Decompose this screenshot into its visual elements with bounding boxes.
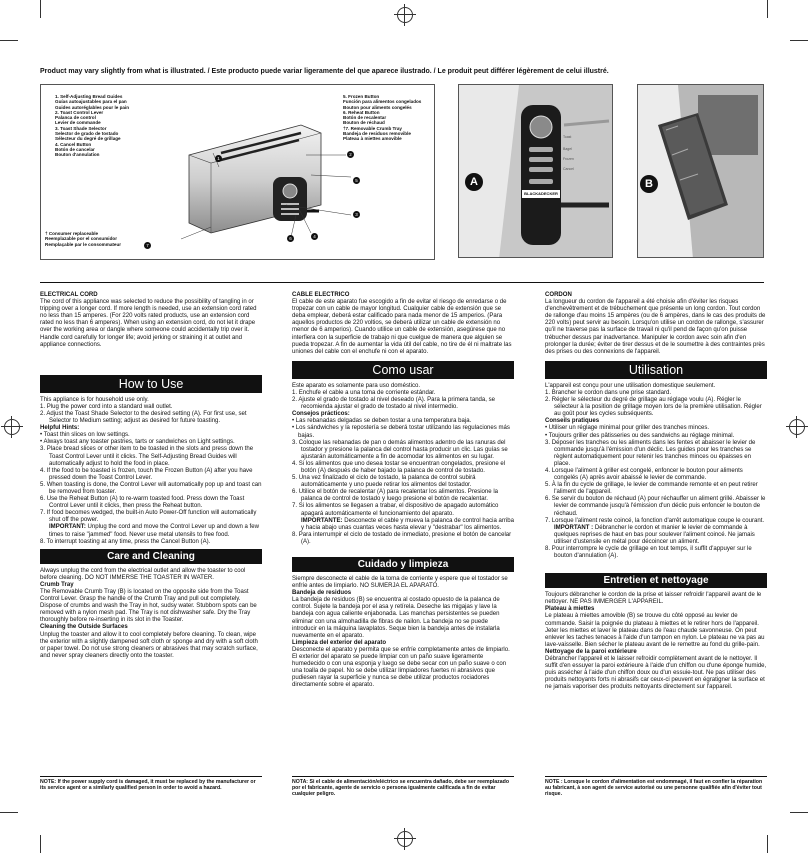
footnote-line: Reemplazable por el consumidor xyxy=(45,236,117,242)
part-label: Plateau à miettes amovible xyxy=(343,136,402,142)
part-label: 6. Reheat Button xyxy=(343,109,380,115)
step-item: 2. Adjust the Toast Shade Selector to the desired setting (A). For first use, set Selector to Medium setting; adjust as desired for future toasting. xyxy=(40,410,247,425)
outside-text: Desconecte el aparato y permita que se enfríe completamente antes de limpiarlo. El exterior del aparato se puede limpiar con un paño suave ligeramente humedecido o con una esponja y luego se debe secar con un paño suave o con una toalla de papel. No se debe utilizar limpiadores fuertes ni abrasivos que pudiesen rayar la superficie y nunca se debe utilizar productos rociadores directamente sobre el aparato. xyxy=(292,646,510,689)
callout-5: 5 xyxy=(353,177,360,184)
registration-mark xyxy=(397,7,413,23)
how-to-use-banner: How to Use xyxy=(40,375,262,393)
part-label: 1. Self-Adjusting Bread Guides xyxy=(55,94,123,99)
step-item: 1. Brancher le cordon dans une prise standard. xyxy=(545,389,672,396)
part-label: 2. Toast Control Lever xyxy=(55,109,104,115)
care-banner: Entretien et nettoyage xyxy=(545,573,767,588)
care-intro: Siempre desconecte el cable de la toma de corriente y espere que el tostador se enfríe antes de limpiarlo. NO SUMERJA EL APARATO. xyxy=(292,576,508,590)
hint-item: • Toast thin slices on low settings. xyxy=(40,432,130,439)
care-intro: Always unplug the cord from the electrical outlet and allow the toaster to cool before cleaning. DO NOT IMMERSE THE TOASTER IN WATER. xyxy=(40,567,246,581)
callout-1: 1 xyxy=(215,155,222,162)
hint-item: • Always toast any toaster pastries, tarts or sandwiches on Light settings. xyxy=(40,439,235,446)
photo-a xyxy=(458,84,613,258)
step-item: 5. Una vez finalizado el ciclo de tostado, la palanca de control subirá automáticamente y uno puede retirar los alimentos del tostador. xyxy=(292,475,476,489)
step-item: 7. Si los alimentos se llegasen a trabar, el dispositivo de apagado automático apagará automáticamente el funcionamiento del aparato. xyxy=(292,503,499,517)
hints-heading: Consejos prácticos: xyxy=(292,411,350,418)
cord-text: La longueur du cordon de l'appareil a été choisie afin d'éviter les risques d'enchevêtrement et de trébuchement que présente un long cordon. Tout cordon de rallonge d'au moins 15 ampères (ou de 6 ampères, dans le cas des produits de 220 volts) peut servir au besoin. Lorsqu'on utilise un cordon de rallonge, s'assurer qu'il ne traverse pas la surface de travail ni qu'il pend de façon qu'on puisse trébucher dessus par inadvertance. Manipuler le cordon avec soin afin d'en prolonger la durée; éviter de tirer dessus et de le soumettre à des contraintes près des prises ou des connexions de l'appareil. xyxy=(545,299,766,355)
step-item: 2. Régler le sélecteur du degré de grillage au réglage voulu (A). Régler le sélecteur à la position de grillage moyen lors de la première utilisation. Régler au goût pour les cycles subséquents. xyxy=(545,397,762,418)
step-item: 1. Plug the power cord into a standard wall outlet. xyxy=(40,403,173,410)
part-label: Guides autoréglables pour le pain xyxy=(55,104,130,110)
important-label: IMPORTANT: xyxy=(49,524,86,531)
crop-mark xyxy=(767,0,768,18)
how-to-use-banner: Como usar xyxy=(292,361,514,379)
crumb-heading: Plateau à miettes xyxy=(545,606,595,613)
hint-item: • Utiliser un réglage minimal pour griller des tranches minces. xyxy=(545,425,710,432)
step-item: 4. Si los alimentos que uno desea tostar se encuentran congelados, presione el botón (A) después de haber bajado la palanca de control de tostado. xyxy=(292,460,506,474)
step-item: 6. Se servir du bouton de réchaud (A) pour réchauffer un aliment grillé. Abaisser le levier de commande jusqu'à l'émission d'un déclic puis enfoncer le bouton de réchaud. xyxy=(545,496,766,517)
step-item: 8. Para interrumpir el ciclo de tostado de inmediato, presione el botón de cancelar (A). xyxy=(292,531,512,545)
step-item: 3. Place bread slices or other item to be toasted in the slots and press down the Toast Control Lever until it clicks. The Self-Adjusting Bread Guides will automatically adjust to hold the food in place. xyxy=(40,446,254,467)
dial-label: Cancel xyxy=(563,167,574,171)
intro-text: This appliance is for household use only. xyxy=(40,396,149,403)
dial-label: Bagel xyxy=(563,147,572,151)
step-item: 6. Utilice el botón de recalentar (A) para recalentar los alimentos. Presione la palanca de control de tostado y luego presione el botón de recalentar. xyxy=(292,489,499,503)
french-note: NOTE : Lorsque le cordon d'alimentation est endommagé, il faut en confier la réparation au fabricant, à son agent de service autorisé ou une personne qualifiée afin d'éviter tout risque. xyxy=(545,776,767,798)
crop-mark xyxy=(790,812,808,813)
callout-3: 3 xyxy=(353,211,360,218)
control-panel-photo xyxy=(459,85,613,258)
hints-heading: Conseils pratiques xyxy=(545,418,600,425)
important-note xyxy=(40,524,262,538)
part-label: Selector de grado de tostado xyxy=(55,131,119,137)
outside-heading: Nettoyage de la paroi extérieure xyxy=(545,648,637,655)
part-label: 4. Cancel Button xyxy=(55,141,92,147)
callout-7: 7 xyxy=(144,242,151,249)
part-label: Botón de recalentar xyxy=(343,115,387,121)
hint-item: • Toujours griller des pâtisseries ou des sandwichs au réglage minimal. xyxy=(545,432,735,439)
care-banner: Cuidado y limpieza xyxy=(292,557,514,572)
important-label: IMPORTANT : xyxy=(554,524,594,531)
step-item: 7. If food becomes wedged, the built-in Auto Power-Off function will automatically shut off the power. xyxy=(40,510,257,524)
footnote-line: † Consumer replaceable xyxy=(45,231,99,236)
part-label: Levier de commande xyxy=(55,120,101,126)
registration-mark xyxy=(789,419,805,435)
step-item: 8. To interrupt toasting at any time, press the Cancel Button (A). xyxy=(40,538,211,545)
crumb-text: Le plateau à miettes amovible (B) se trouve du côté opposé au levier de commande. Saisir la poignée du plateau à miettes et le retirer hors de l'appareil. Jeter les miettes et laver le plateau dans de l'eau chaude savonneuse. On peut enlever les taches tenaces à l'aide d'un tampon en nylon. Le plateau ne va pas au lave-vaisselle. Bien sécher le plateau avant de le remettre au fond du grille-pain. xyxy=(545,613,765,648)
step-item: 4. Lorsque l'aliment à griller est congelé, enfoncer le bouton pour aliments congelés (A) après avoir abaissé le levier de commande. xyxy=(545,467,743,482)
outside-heading: Limpieza del exterior del aparato xyxy=(292,639,387,646)
outside-text: Unplug the toaster and allow it to cool completely before cleaning. To clean, wipe the exterior with a slightly dampened soft cloth or sponge and dry with a soft cloth or paper towel. Do not use strong cleaners or abrasives that may scratch surface, and never spray cleaners directly onto the toaster. xyxy=(40,631,258,659)
part-label: Función para alimentos congelados xyxy=(343,99,422,105)
spanish-column xyxy=(292,292,514,690)
callout-2: 2 xyxy=(347,151,354,158)
crumb-tray-photo xyxy=(638,85,764,258)
footnote-line: Remplaçable par le consommateur xyxy=(45,241,122,247)
important-text: Unplug the cord and move the Control Lever up and down a few times to raise "jammed" food. Never use metal utensils to free food. xyxy=(49,524,259,538)
part-label: Guías autoajustables para el pan xyxy=(55,99,127,105)
step-item: 6. Use the Reheat Button (A) to re-warm toasted food. Press down the Toast Control Lever until it clicks, then press the Reheat button. xyxy=(40,496,245,510)
step-item: 7. Lorsque l'aliment reste coincé, la fonction d'arrêt automatique coupe le courant. xyxy=(545,517,765,524)
how-to-use-banner: Utilisation xyxy=(545,361,767,379)
care-intro: Toujours débrancher le cordon de la prise et laisser refroidir l'appareil avant de le nettoyer. NE PAS IMMERGER L'APPAREIL. xyxy=(545,592,762,606)
step-item: 8. Pour interrompre le cycle de grillage en tout temps, il suffit d'appuyer sur le bouton d'annulation (A). xyxy=(545,546,752,560)
parts-diagram xyxy=(40,84,435,260)
care-banner: Care and Cleaning xyxy=(40,549,262,564)
step-item: 1. Enchufe el cable a una toma de corriente estándar. xyxy=(292,389,436,396)
photo-b-badge: B xyxy=(640,175,658,193)
important-note xyxy=(545,525,767,546)
section-divider xyxy=(40,282,764,283)
callout-4: 4 xyxy=(311,233,318,240)
brand-logo: BLACK&DECKER xyxy=(524,191,558,196)
cord-text: The cord of this appliance was selected to reduce the possibility of tangling in or tripping over a longer cord. If more length is needed, use an extension cord rated no less than 15 amperes. (For 220 volts rated products, use an extension cord rated no less than 6 amperes). When using an extension cord, do not let it drape over the working area or dangle where someone could accidentally trip over it. Handle cord carefully for longer life; avoid jerking or straining it at outlet and appliance connections. xyxy=(40,299,257,348)
important-text: Desconecte el cable y mueva la palanca de control hacia arriba y hacia abajo unas cuantas veces hasta elevar y "destrabar" los alimentos. xyxy=(301,517,514,531)
cord-text: El cable de este aparato fue escogido a fin de evitar el riesgo de enredarse o de tropezar con un cable de mayor longitud. Cualquier cable de extensión que se deba emplear, deberá estar calificado para nada menor de 15 amperios. (Para aquellos productos de 220 voltios, se deberá utilizar un cable de extensión no menor de 6 amperios). Cuando utilice un cable de extensión, asegúrese que no interfiera con la superficie de trabajo ni que cuelgue de manera que alguien se pueda tropezar. A fin de aumentar la vida útil del cable, no tire de él ni maltrate las uniones del cable con el enchufe ni con el aparato. xyxy=(292,299,512,355)
part-label: Bouton pour aliments congelés xyxy=(343,104,412,110)
hint-item: • Los sándwiches y la repostería se deberá tostar utilizando las regulaciones más bajas. xyxy=(292,425,510,439)
crumb-heading: Crumb Tray xyxy=(40,581,74,588)
crop-mark xyxy=(40,835,41,853)
dial-label: Toast xyxy=(563,135,572,139)
part-label: 5. Frozen Button xyxy=(343,94,380,99)
crop-mark xyxy=(0,40,18,41)
part-label: Palanca de control xyxy=(55,115,96,121)
step-item: 3. Déposer les tranches ou les aliments dans les fentes et abaisser le levier de commande jusqu'à l'émission d'un déclic. Les guides pour les tranches se règlent automatiquement pour retenir les tranches minces ou épaisses en place. xyxy=(545,439,756,467)
step-item: 4. If the food to be toasted is frozen, touch the Frozen Button (A) after you have pressed down the Toast Control Lever. xyxy=(40,467,253,481)
outside-heading: Cleaning the Outside Surfaces xyxy=(40,624,128,631)
spanish-note: NOTA: Si el cable de alimentación/eléctrico se encuentra dañado, debe ser reemplazado por el fabricante, agente de servicio o persona igualmente calificada a fin de evitar cualquier peligro. xyxy=(292,776,514,798)
registration-mark xyxy=(4,419,20,435)
variation-note: Product may vary slightly from what is illustrated. / Este producto puede variar ligeramente del que aparece ilustrado. / Le produit peut différer légèrement de celui illustré. xyxy=(40,68,609,75)
crumb-text: The Removable Crumb Tray (B) is located on the opposite side from the Toast Control Lever. Grasp the handle of the Crumb Tray and pull out completely. Dispose of crumbs and wash the Tray in hot, sudsy water. Stubborn spots can be removed with a nylon mesh pad. The Tray is not dishwasher safe. Dry the Tray thoroughly before re-inserting in its slot in the Toaster. xyxy=(40,589,257,624)
photo-a-badge: A xyxy=(465,173,483,191)
cord-heading: CORDON xyxy=(545,292,572,298)
part-label: 3. Toast Shade Selector xyxy=(55,125,107,131)
replaceable-footnote xyxy=(45,231,121,247)
cord-heading: CABLE ELECTRICO xyxy=(292,292,350,298)
parts-list-left xyxy=(55,94,129,158)
part-label: Bouton d'annulation xyxy=(55,152,100,158)
registration-mark xyxy=(397,831,413,847)
step-item: 3. Coloque las rebanadas de pan o demás alimentos adentro de las ranuras del tostador y presione la palanca del control hasta producir un clic. Las guías se ajustarán automáticamente a fin de acomodar los alimentos en su lugar. xyxy=(292,439,508,460)
photo-b xyxy=(637,84,764,258)
hints-heading: Helpful Hints: xyxy=(40,425,80,432)
crop-mark xyxy=(767,835,768,853)
hint-item: • Las rebanadas delgadas se deben tostar a una temperatura baja. xyxy=(292,418,472,425)
step-item: 2. Ajuste el grado de tostado al nivel deseado (A). Para la primera tanda, se recomienda ajustar el grado de tostado al nivel intermedio. xyxy=(292,397,496,411)
crumb-heading: Bandeja de residuos xyxy=(292,590,352,597)
part-label: Botón de cancelar xyxy=(55,146,95,152)
important-label: IMPORTANTE: xyxy=(301,517,343,524)
part-label: Bouton de réchaud xyxy=(343,120,385,126)
step-item: 5. When toasting is done, the Control Lever will automatically pop up and toast can be removed from toaster. xyxy=(40,481,262,495)
part-label: †7. Removable Crumb Tray xyxy=(343,125,402,131)
toaster-illustration xyxy=(151,115,361,245)
crop-mark xyxy=(0,812,18,813)
dial-label: Frozen xyxy=(563,157,574,161)
important-text: Débrancher le cordon et manier le levier de commande à quelques reprises de haut en bas pour soulever l'aliment coincé. Ne jamais utiliser d'ustensile en métal pour décoincer un aliment. xyxy=(554,524,755,545)
part-label: Bandeja de residuos removible xyxy=(343,131,411,137)
outside-text: Débrancher l'appareil et le laisser refroidir complètement avant de le nettoyer. Il suffit d'en essuyer la paroi extérieure à l'aide d'un chiffon ou d'une éponge humide, puis assécher à l'aide d'un chiffon doux ou d'un essuie-tout. Ne pas utiliser des produits nettoyants forts ni abrasifs car ceux-ci peuvent en égratigner la surface et ne jamais vaporiser des produits nettoyants directement sur l'appareil. xyxy=(545,656,767,691)
english-column xyxy=(40,292,262,660)
french-column xyxy=(545,292,767,692)
part-label: Sélecteur du degré de grillage xyxy=(55,136,121,142)
intro-text: Este aparato es solamente para uso doméstico. xyxy=(292,382,421,389)
step-item: 5. À la fin du cycle de grillage, le levier de commande remonte et en peut retirer l'aliment de l'appareil. xyxy=(545,482,758,496)
crop-mark xyxy=(790,40,808,41)
crumb-text: La bandeja de residuos (B) se encuentra al costado opuesto de la palanca de control. Sujete la bandeja por el asa y retírela. Deseche las migajas y lave la bandeja con agua caliente enjabonada. Las manchas persistentes se pueden eliminar con una almohadilla de fibras de nailon. La bandeja no se puede introducir en la máquina lavaplatos. Seque bien la bandeja antes de instalarla nuevamente en el aparato. xyxy=(292,597,500,639)
cord-heading: ELECTRICAL CORD xyxy=(40,292,98,298)
intro-text: L'appareil est conçu pour une utilisation domestique seulement. xyxy=(545,382,716,389)
crop-mark xyxy=(40,0,41,18)
important-note xyxy=(292,518,514,532)
callout-6: 6 xyxy=(287,235,294,242)
english-note: NOTE: If the power supply cord is damaged, it must be replaced by the manufacturer or its service agent or a similarly qualified person in order to avoid a hazard. xyxy=(40,776,262,791)
